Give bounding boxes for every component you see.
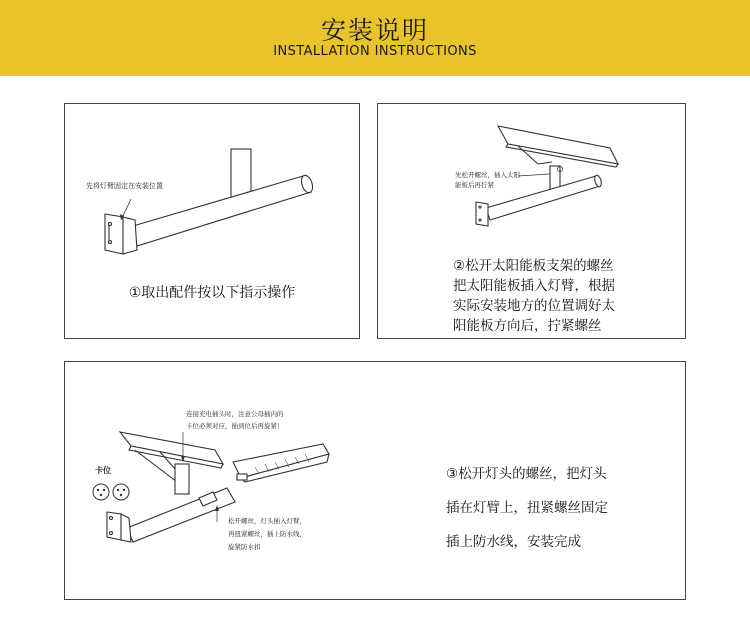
step2-annotation: 先松开螺丝，插入太阳 能板后再拧紧	[455, 171, 520, 189]
step3-panel	[64, 361, 686, 600]
page-subtitle: INSTALLATION INSTRUCTIONS	[273, 44, 477, 59]
header-banner	[0, 0, 750, 76]
step3-top-note: 连接充电插头时，注意公母插内的 卡位必须对应，插到位后再旋紧！	[186, 410, 284, 430]
step3-side-note: 松开螺丝，灯头插入灯臂， 再扭紧螺丝，插上防水线， 旋紧防水扣	[228, 517, 306, 551]
step1-panel	[64, 103, 360, 339]
arm-mount-illustration	[65, 104, 361, 340]
slot-label: 卡位	[95, 466, 111, 475]
step3-caption: ③松开灯头的螺丝，把灯头 插在灯臂上，扭紧螺丝固定 插上防水线，安装完成	[446, 466, 608, 550]
page-title: 安装说明	[320, 16, 429, 45]
step2-caption: ②松开太阳能板支架的螺丝 把太阳能板插入灯臂，根据 实际安装地方的位置调好太 阳能板方向后，拧紧螺丝	[453, 258, 615, 334]
step1-caption: ①取出配件按以下指示操作	[128, 285, 296, 301]
step2-panel	[377, 103, 686, 339]
step1-annotation: 先将灯臂固定在安装位置	[86, 182, 163, 190]
